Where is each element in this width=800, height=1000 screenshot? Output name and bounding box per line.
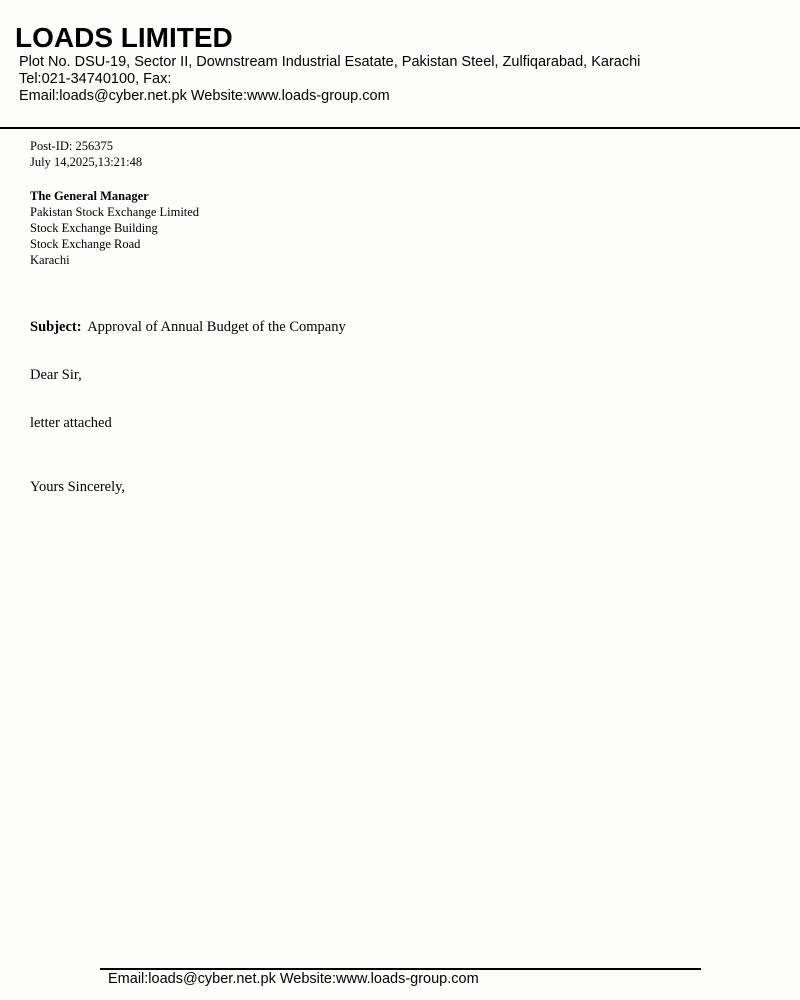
footer-email-website: Email:loads@cyber.net.pk Website:www.loads-group.com — [108, 971, 479, 987]
company-address: Plot No. DSU-19, Sector II, Downstream Industrial Esatate, Pakistan Steel, Zulfiqarabad, Karachi — [19, 54, 641, 70]
letter-body-text: letter attached — [30, 415, 112, 431]
company-name: LOADS LIMITED — [15, 22, 233, 53]
closing: Yours Sincerely, — [30, 479, 126, 495]
salutation: Dear Sir, — [30, 367, 82, 383]
company-tel-fax: Tel:021-34740100, Fax: — [19, 71, 172, 87]
recipient-line: Pakistan Stock Exchange Limited — [30, 205, 200, 219]
letterhead — [0, 0, 800, 128]
header-divider — [0, 127, 800, 129]
recipient-line: Stock Exchange Road — [30, 237, 141, 251]
recipient-line: Stock Exchange Building — [30, 221, 158, 235]
subject-label: Subject: — [30, 319, 82, 335]
subject-text: Approval of Annual Budget of the Company — [87, 319, 346, 335]
company-email-website: Email:loads@cyber.net.pk Website:www.loads-group.com — [19, 88, 390, 104]
subject-line — [30, 318, 346, 336]
recipient-line: Karachi — [30, 253, 70, 267]
footer-divider — [100, 968, 701, 970]
letter-datetime: July 14,2025,13:21:48 — [30, 155, 143, 169]
recipient-title: The General Manager — [30, 189, 149, 203]
post-id: Post-ID: 256375 — [30, 139, 113, 153]
